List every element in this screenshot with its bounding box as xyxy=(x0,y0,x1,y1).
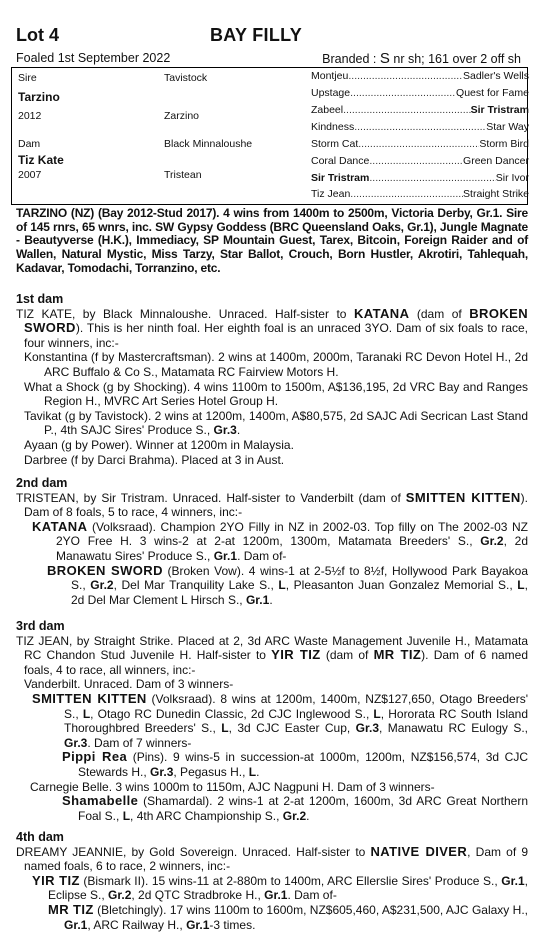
pedigree-ancestor-sire: Straight Strike xyxy=(463,188,529,200)
broken-text-4: , 2d Del Mar Clement L Hirsch S., xyxy=(71,578,528,607)
pr-text-3: . xyxy=(256,764,260,779)
sk-grade-3a: Gr.3 xyxy=(355,721,379,736)
tavikat-text: Tavikat (g by Tavistock). 2 wins at 1200m, 1400m, A$80,575, 2d SAJC Adi Secrican Last Stand P., 4th SAJC Sires' Produce S., xyxy=(24,408,528,438)
pedigree-row xyxy=(311,172,529,184)
pedigree-ancestor-sire: Sir Tristram xyxy=(470,104,529,116)
sk-text-5: , Manawatu RC Eulogy S., xyxy=(379,721,528,736)
yir-text-4: . Dam of- xyxy=(287,888,337,903)
pedigree-ancestor: Sir Tristram xyxy=(311,172,370,184)
pedigree-row xyxy=(311,188,529,200)
progeny-smitten-kitten xyxy=(16,692,528,750)
pedigree-ancestor: Storm Cat xyxy=(311,138,359,150)
lot-header xyxy=(0,0,541,68)
yir-text: (Bismark II). 15 wins-11 at 2-880m to 1400m, ARC Ellerslie Sires' Produce S., xyxy=(79,873,502,888)
sire-dam: Zarzino xyxy=(164,110,200,122)
brand-mark: S xyxy=(379,50,390,67)
broken-sword-progeny-name: BROKEN SWORD xyxy=(47,562,163,578)
dam-name: Tiz Kate xyxy=(18,153,64,167)
smitten-kitten-ref: SMITTEN KITTEN xyxy=(405,489,521,505)
third-dam-heading: 3rd dam xyxy=(16,619,65,633)
broken-sword-name: BROKEN SWORD xyxy=(24,305,528,336)
third-dam-intro-text-3: ). Dam of 6 named foals, 4 to race, all winners, inc:- xyxy=(24,648,529,677)
pr-listed: L xyxy=(248,764,257,779)
third-dam-section xyxy=(16,619,528,823)
first-dam-section xyxy=(16,292,528,467)
dam-label: Dam xyxy=(18,138,41,150)
tavikat-grade: Gr.3 xyxy=(213,423,237,438)
broken-grade-2: Gr.2 xyxy=(90,578,114,593)
pedigree-ancestor-sire: Storm Bird xyxy=(479,138,529,150)
pedigree-ancestor-sire: Sir Ivor xyxy=(495,172,529,184)
katana-grade-1: Gr.1 xyxy=(213,548,238,563)
dot-leader xyxy=(348,70,463,82)
second-dam-intro xyxy=(16,491,528,520)
progeny-carnegie-belle: Carnegie Belle. 3 wins 1000m to 1150m, AJC Nagpuni H. Dam of 3 winners- xyxy=(30,779,435,794)
pedigree-row xyxy=(311,104,529,116)
yir-grade-2: Gr.2 xyxy=(108,888,132,903)
lot-number: Lot 4 xyxy=(16,25,59,45)
yir-grade-1a: Gr.1 xyxy=(501,873,525,888)
second-dam-intro-text-2: ). Dam of 8 foals, 5 to race, 4 winners, inc:- xyxy=(24,490,528,520)
katana-text: (Volksraad). Champion 2YO Filly in NZ in 2002-03. Top filly on The 2002-03 NZ 2YO Free H. 3 wins-2 at 2-at 1200m, 1300m, Matamata Breeders' S., xyxy=(56,519,528,549)
sk-text: (Volksraad). 8 wins at 1200m, 1400m, NZ$127,650, Otago Breeders' S., xyxy=(64,691,528,721)
sk-grade-3b: Gr.3 xyxy=(64,735,88,750)
broken-text: (Broken Vow). 4 wins-1 at 2-5½f to 8½f, Hollywood Park Bayakoa S., xyxy=(71,563,528,593)
shamabelle-name: Shamabelle xyxy=(62,793,139,809)
katana-grade-2: Gr.2 xyxy=(480,534,504,549)
second-dam-section xyxy=(16,476,528,607)
sh-text-3: . xyxy=(306,808,310,823)
yir-tiz-name: YIR TIZ xyxy=(32,872,80,888)
native-diver-ref: NATIVE DIVER xyxy=(370,843,468,859)
dam-sire: Black Minnaloushe xyxy=(164,138,253,150)
mr-grade-1b: Gr.1 xyxy=(186,917,210,932)
third-dam-intro-text-2: (dam of xyxy=(320,648,374,663)
first-dam-intro-text-3: ). This is her ninth foal. Her eighth foal is an unraced 3YO. Dam of six foals to race, four winners, inc:- xyxy=(24,321,528,350)
katana-name: KATANA xyxy=(354,305,410,321)
pedigree-ancestor-sire: Green Dancer xyxy=(463,155,529,167)
progeny-what-a-shock: What a Shock (g by Shocking). 4 wins 1100m to 1500m, A$136,195, 2d VRC Bay and Ranges Region H., MVRC Art Series Hotel Group H. xyxy=(24,379,528,409)
katana-text-2: , 2d Manawatu Sires' Produce S., xyxy=(56,534,528,563)
pedigree-ancestor: Kindness xyxy=(311,121,355,133)
fourth-dam-heading: 4th dam xyxy=(16,830,64,844)
pedigree-row xyxy=(311,87,529,99)
first-dam-intro-text-2: (dam of xyxy=(409,306,470,321)
sk-text-4: , 3d CJC Easter Cup, xyxy=(228,721,356,736)
sire-year: 2012 xyxy=(18,110,42,122)
progeny-darbree: Darbree (f by Darci Brahma). Placed at 3 in Aust. xyxy=(24,452,285,467)
pedigree-row xyxy=(311,138,529,150)
mr-tiz-name: MR TIZ xyxy=(48,901,94,917)
sk-text-6: . Dam of 7 winners- xyxy=(87,735,192,750)
smitten-kitten-name: SMITTEN KITTEN xyxy=(32,690,147,706)
mr-text-3: -3 times. xyxy=(209,917,256,932)
progeny-yir-tiz xyxy=(16,874,528,903)
progeny-ayaan: Ayaan (g by Power). Winner at 1200m in Malaysia. xyxy=(24,437,294,452)
yir-grade-1b: Gr.1 xyxy=(264,888,288,903)
broken-text-2: , Del Mar Tranquility Lake S., xyxy=(113,578,279,593)
pedigree-ancestor: Tiz Jean xyxy=(311,188,351,200)
yir-tiz-ref: YIR TIZ xyxy=(271,647,321,663)
branded-detail: nr sh; 161 over 2 off sh xyxy=(393,52,521,66)
sk-text-2: , Otago RC Dunedin Classic, 2d CJC Inglewood S., xyxy=(90,706,374,721)
dam-dam: Tristean xyxy=(164,169,202,181)
dot-leader xyxy=(343,104,471,116)
fourth-dam-section xyxy=(16,830,528,932)
sh-text-2: , 4th ARC Championship S., xyxy=(130,808,283,823)
progeny-shamabelle xyxy=(16,794,528,823)
dot-leader xyxy=(350,188,463,200)
fourth-dam-intro-text-2: , Dam of 9 named foals, 6 to race, 2 winners, inc:- xyxy=(24,844,528,874)
pippi-rea-name: Pippi Rea xyxy=(62,749,128,765)
broken-listed-2: L xyxy=(517,578,525,593)
mr-grade-1a: Gr.1 xyxy=(64,917,88,932)
second-dam-intro-text: TRISTEAN, by Sir Tristram. Unraced. Half-sister to Vanderbilt (dam of xyxy=(16,490,406,505)
dam-year: 2007 xyxy=(18,169,42,181)
sk-listed-3: L xyxy=(221,721,229,736)
fourth-dam-intro-text: DREAMY JEANNIE, by Gold Sovereign. Unraced. Half-sister to xyxy=(16,844,371,859)
sire-label: Sire xyxy=(18,72,37,84)
sk-text-3: , Hororata RC South Island Thoroughbred Breeders' S., xyxy=(64,706,529,736)
sire-name: Tarzino xyxy=(18,90,60,104)
yir-text-3: , 2d QTC Stradbroke H., xyxy=(131,888,265,903)
tavikat-end: . xyxy=(236,423,241,438)
progeny-mr-tiz xyxy=(16,903,528,932)
pedigree-ancestor: Montjeu xyxy=(311,70,349,82)
progeny-tavikat xyxy=(16,409,528,438)
katana-text-3: . Dam of- xyxy=(237,548,287,563)
pedigree-ancestor: Upstage xyxy=(311,87,351,99)
branded-label: Branded : xyxy=(322,52,377,66)
broken-listed-1: L xyxy=(278,578,286,593)
dot-leader xyxy=(350,87,456,99)
progeny-vanderbilt: Vanderbilt. Unraced. Dam of 3 winners- xyxy=(24,677,234,692)
progeny-konstantina: Konstantina (f by Mastercraftsman). 2 wins at 1400m, 2000m, Taranaki RC Devon Hotel H., 2d ARC Buffalo & Co S., Matamata RC Fairview Motors H. xyxy=(24,350,528,379)
broken-text-5: . xyxy=(269,592,273,607)
first-dam-intro xyxy=(16,307,528,351)
fourth-dam-intro xyxy=(16,845,528,874)
mr-text-2: , ARC Railway H., xyxy=(87,917,187,932)
foaled-date: Foaled 1st September 2022 xyxy=(16,51,171,65)
mr-text: (Bletchingly). 17 wins 1100m to 1600m, NZ$605,460, A$231,500, AJC Galaxy H., xyxy=(93,902,528,917)
second-dam-heading: 2nd dam xyxy=(16,476,68,490)
dot-leader xyxy=(369,172,495,184)
sh-grade-2: Gr.2 xyxy=(282,808,307,823)
branded-info xyxy=(322,50,521,67)
third-dam-intro xyxy=(16,634,528,678)
sh-listed: L xyxy=(122,808,131,823)
dot-leader xyxy=(369,155,463,167)
pedigree-row xyxy=(311,121,529,133)
katana-progeny-name: KATANA xyxy=(32,518,88,534)
pedigree-table xyxy=(11,67,528,205)
pr-text-2: , Pegasus H., xyxy=(173,764,249,779)
sk-listed-2: L xyxy=(373,706,381,721)
pedigree-ancestor: Coral Dance xyxy=(311,155,370,167)
horse-title: BAY FILLY xyxy=(210,25,303,45)
sh-text: (Shamardal). 2 wins-1 at 2-at 1200m, 1600m, 3d ARC Great Northern Foal S., xyxy=(78,794,528,823)
broken-grade-1: Gr.1 xyxy=(245,592,270,607)
dot-leader xyxy=(354,121,486,133)
first-dam-intro-text: TIZ KATE, by Black Minnaloushe. Unraced. Half-sister to xyxy=(16,306,354,321)
dot-leader xyxy=(358,138,479,150)
yir-text-2: , Eclipse S., xyxy=(48,873,528,903)
pedigree-ancestor: Zabeel xyxy=(311,104,344,116)
progeny-katana xyxy=(16,520,528,564)
progeny-pippi-rea xyxy=(16,750,528,779)
pr-text: (Pins). 9 wins-5 in succession-at 1000m, 1200m, NZ$156,574, 3d CJC Stewards H., xyxy=(78,750,528,779)
sire-summary: TARZINO (NZ) (Bay 2012-Stud 2017). 4 wins from 1400m to 2500m, Victoria Derby, Gr.1. Sire of 145 rnrs, 65 wnrs, inc. SW Gypsy Goddess (BRC Queensland Oaks, Gr.1), Jungle Magnate - Beautyverse (H.K.), Immediacy, SP Mountain Guest, Tarex, Bitcoin, Foreign Raider and of Wallen, Natural Mystic, Miss Tarzy, Star Ballot, Crouch, Born Hustler, Akrotiri, Tahlequah, Kadavar, Tomodachi, Torranzino, etc. xyxy=(16,206,528,275)
first-dam-heading: 1st dam xyxy=(16,292,64,306)
mr-tiz-ref: MR TIZ xyxy=(373,647,422,663)
pedigree-row xyxy=(311,155,529,167)
sire-sire: Tavistock xyxy=(164,72,208,84)
third-dam-intro-text: TIZ JEAN, by Straight Strike. Placed at 2, 3d ARC Waste Management Juvenile H., Matamata RC Chandon Stud Juvenile H. Half-sister to xyxy=(16,633,528,663)
pedigree-ancestor-sire: Star Way xyxy=(486,121,529,133)
pedigree-ancestor-sire: Sadler's Wells xyxy=(463,70,529,82)
sk-listed-1: L xyxy=(82,706,91,721)
pedigree-ancestor-sire: Quest for Fame xyxy=(456,87,529,99)
progeny-broken-sword xyxy=(16,564,528,608)
pr-grade-3: Gr.3 xyxy=(150,764,174,779)
broken-text-3: , Pleasanton Juan Gonzalez Memorial S., xyxy=(285,578,518,593)
pedigree-row xyxy=(311,70,529,82)
